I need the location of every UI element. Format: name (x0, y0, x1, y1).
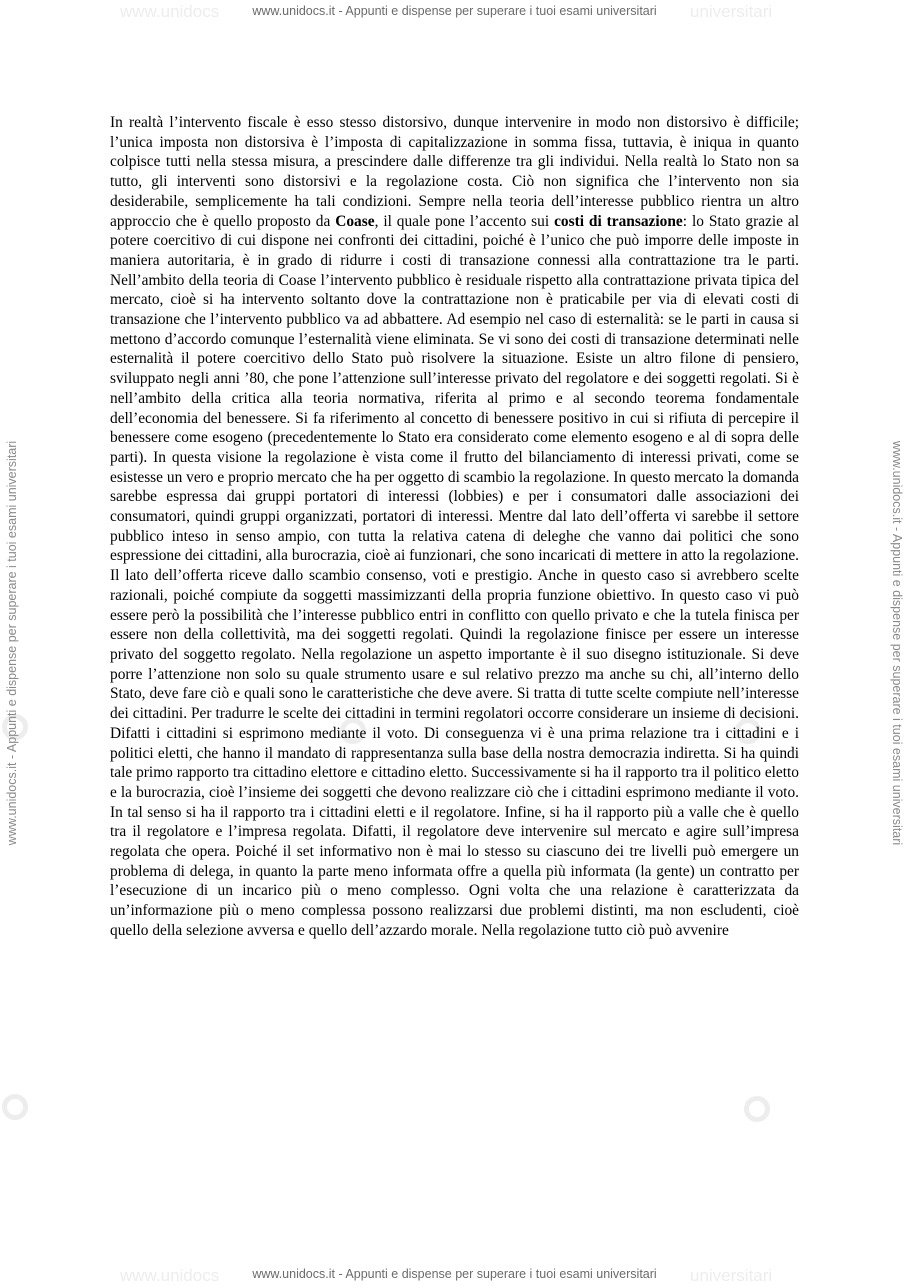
watermark-ghost-top-left: www.unidocs (120, 2, 220, 21)
body-paragraph (110, 113, 799, 941)
watermark-left-margin: www.unidocs.it - Appunti e dispense per superare i tuoi esami universitari (5, 440, 19, 846)
bold-term-costi-di-transazione: costi di transazione (554, 212, 683, 230)
watermark-ghost-bottom-right: universitari (690, 1266, 773, 1285)
paragraph-text: In realtà l’intervento fiscale è esso stesso distorsivo, dunque intervenire in modo non distorsivo è difficile; l’unica imposta non distorsiva è l’imposta di capitalizzazione in somma fissa, tuttavia, è iniqua in quanto colpisce tutti nella stessa misura, a prescindere dalle differenze tra gli individui. Nella realtà lo Stato non sa tutto, gli interventi sono distorsivi e la regolazione costa. Ciò non significa che l’intervento non sia desiderabile, semplicemente ha tali condizioni. Sempre nella teoria dell’interesse pubblico rientra un altro approccio che è quello proposto da (110, 114, 799, 230)
watermark-header: www.unidocs.it - Appunti e dispense per superare i tuoi esami universitari (252, 4, 657, 18)
watermark-ghost-top-right: universitari (690, 2, 773, 21)
watermark-ghost-bottom-left: www.unidocs (120, 1266, 220, 1285)
paragraph-text: : lo Stato grazie al potere coercitivo di cui dispone nei confronti dei cittadini, poiché è l’unico che può imporre delle imposte in maniera autoritaria, è in grado di ridurre i costi di transazione connessi alla contrattazione tra le parti. Nell’ambito della teoria di Coase l’intervento pubblico è residuale rispetto alla contrattazione privata tipica del mercato, cioè si ha intervento soltanto dove la contrattazione non è praticabile per via di elevati costi di transazione che l’intervento pubblico va ad abbattere. Ad esempio nel caso di esternalità: se le parti in causa si mettono d’accordo comunque l’esternalità viene eliminata. Se vi sono dei costi di transazione determinati nelle esternalità il potere coercitivo dello Stato può risolvere la situazione. Esiste un altro filone di pensiero, sviluppato negli anni ’80, che pone l’attenzione sull’interesse privato del regolatore e dei soggetti regolati. Si è nell’ambito della critica alla teoria normativa, riferita al primo e al secondo teorema fondamentale dell’economia del benessere. Si fa riferimento al concetto di benessere positivo in cui si rifiuta di percepire il benessere come esogeno (precedentemente lo Stato era considerato come elemento esogeno e al di sopra delle parti). In questa visione la regolazione è vista come il frutto del bilanciamento di interessi privati, come se esistesse un vero e proprio mercato che ha per oggetto di scambio la regolazione. In questo mercato la domanda sarebbe espressa dai gruppi portatori di interessi (lobbies) e per i consumatori dalle associazioni dei consumatori, quindi gruppi organizzati, portatori di interessi. Mentre dal lato dell’offerta vi sarebbe il settore pubblico inteso in senso ampio, con tutta la relativa catena di deleghe che vanno dai politici che sono espressione dei cittadini, alla burocrazia, cioè ai funzionari, che sono incaricati di mettere in atto la regolazione. Il lato dell’offerta riceve dallo scambio consenso, voti e prestigio. Anche in questo caso si avrebbero scelte razionali, poiché compiute da soggetti massimizzanti della propria funzione obiettivo. In questo caso vi può essere però la possibilità che l’interesse pubblico entri in conflitto con quello privato e che la tutela finisca per essere non della collettività, ma dei soggetti regolati. Quindi la regolazione finisce per essere un interesse privato del soggetto regolato. Nella regolazione un aspetto importante è il suo disegno istituzionale. Si deve porre l’attenzione non solo su quale strumento usare e sul relativo prezzo ma anche su chi, all’interno dello Stato, deve fare ciò e quali sono le caratteristiche che deve avere. Si tratta di tutte scelte compiute nell’interesse dei cittadini. Per tradurre le scelte dei cittadini in termini regolatori occorre considerare un insieme di decisioni. Difatti i cittadini si esprimono mediante il voto. Di conseguenza vi è una prima relazione tra i cittadini e i politici eletti, che hanno il mandato di rappresentanza sulla base della nostra democrazia indiretta. Si ha quindi tale primo rapporto tra cittadino elettore e cittadino eletto. Successivamente si ha il rapporto tra il politico eletto e la burocrazia, cioè l’insieme dei soggetti che devono realizzare ciò che i cittadini esprimono mediante il voto. In tal senso si ha il rapporto tra i cittadini eletti e il regolatore. Infine, si ha il rapporto più a valle che è quello tra il regolatore e l’impresa regolata. Difatti, il regolatore deve intervenire sul mercato e agire sull’impresa regolata che opera. Poiché il set informativo non è mai lo stesso su ciascuno dei tre livelli può emergere un problema di delega, in quanto la parte meno informata offre a quella più informata (la gente) un contratto per l’esecuzione di un incarico più o meno complesso. Ogni volta che una relazione è caratterizzata da un’informazione più o meno complessa possono realizzarsi due problemi distinti, ma non escludenti, cioè quello della selezione avversa e quello dell’azzardo morale. Nella regolazione tutto ciò può avvenire (110, 212, 799, 939)
watermark-logo-icon (744, 1096, 770, 1122)
watermark-footer: www.unidocs.it - Appunti e dispense per superare i tuoi esami universitari (252, 1267, 657, 1281)
paragraph-text: , il quale pone l’accento sui (374, 212, 555, 230)
watermark-logo-icon (2, 1094, 28, 1120)
bold-term-coase: Coase (335, 212, 375, 230)
watermark-right-margin: www.unidocs.it - Appunti e dispense per superare i tuoi esami universitari (890, 440, 904, 846)
